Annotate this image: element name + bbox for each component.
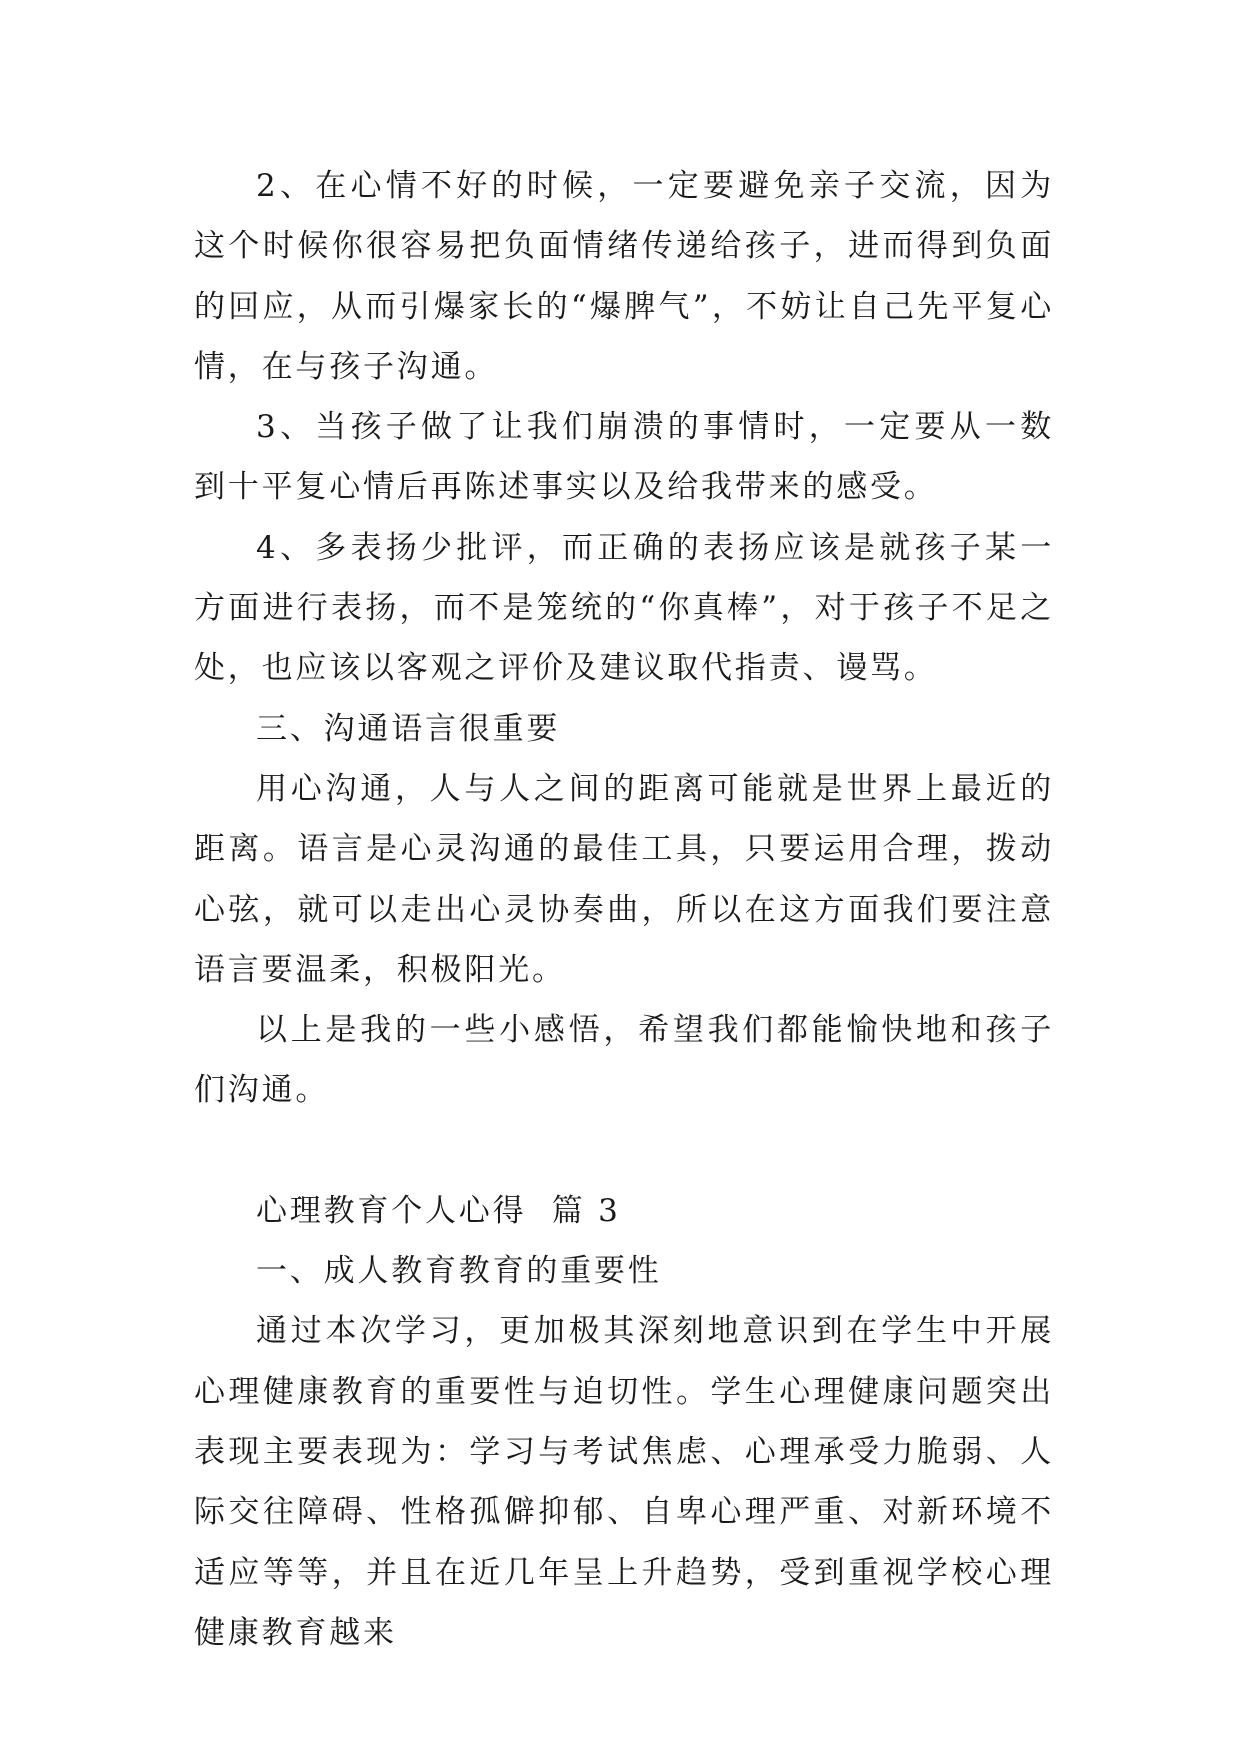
paragraph-item-3: 3、当孩子做了让我们崩溃的事情时，一定要从一数到十平复心情后再陈述事实以及给我带来的感受。 — [194, 409, 1054, 506]
paragraph-item-4: 4、多表扬少批评，而正确的表扬应该是就孩子某一方面进行表扬，而不是笼统的“你真棒”，对于孩子不足之处，也应该以客观之评价及建议取代指责、谩骂。 — [194, 529, 1054, 687]
paragraph-heartfelt-communication: 用心沟通，人与人之间的距离可能就是世界上最近的距离。语言是心灵沟通的最佳工具，只要运用合理，拨动心弦，就可以走出心灵协奏曲，所以在这方面我们要注意语言要温柔，积极阳光。 — [194, 770, 1054, 988]
paragraph-study-reflection: 通过本次学习，更加极其深刻地意识到在学生中开展心理健康教育的重要性与迫切性。学生心理健康问题突出表现主要表现为：学习与考试焦虑、心理承受力脆弱、人际交往障碍、性格孤僻抑郁、自卑心理严重、对新环境不适应等等，并且在近几年呈上升趋势，受到重视学校心理健康教育越来 — [194, 1313, 1054, 1651]
document-body — [194, 156, 1054, 1663]
section-heading-importance: 一、成人教育教育的重要性 — [256, 1253, 662, 1290]
section-spacer — [194, 1121, 1054, 1181]
article-title: 心理教育个人心得 篇 3 — [256, 1192, 621, 1229]
section-heading-communication-language: 三、沟通语言很重要 — [256, 710, 561, 747]
paragraph-item-2: 2、在心情不好的时候，一定要避免亲子交流，因为这个时候你很容易把负面情绪传递给孩子，进而得到负面的回应，从而引爆家长的“爆脾气”，不妨让自己先平复心情，在与孩子沟通。 — [194, 168, 1054, 385]
paragraph-conclusion: 以上是我的一些小感悟，希望我们都能愉快地和孩子们沟通。 — [194, 1012, 1054, 1109]
